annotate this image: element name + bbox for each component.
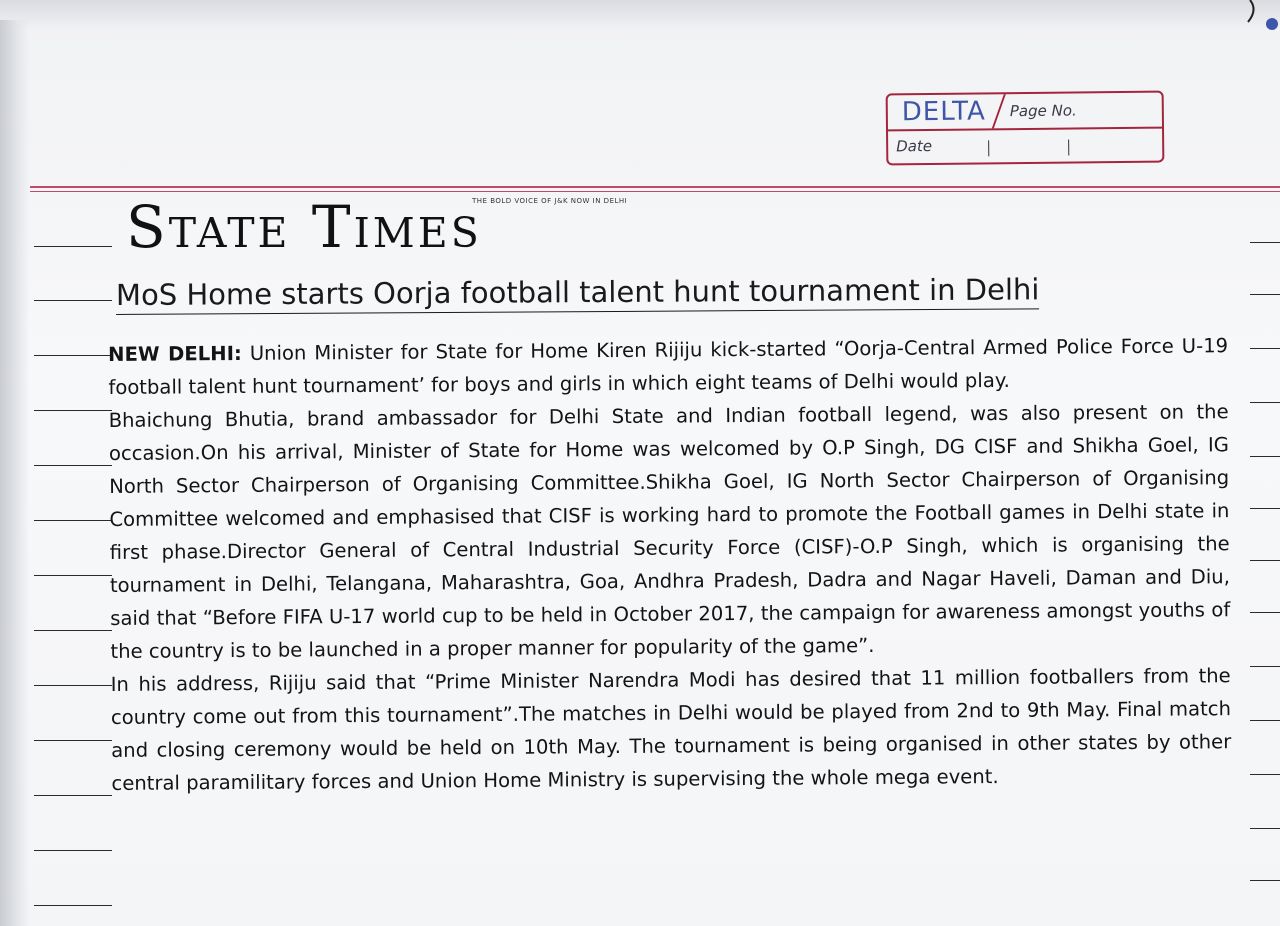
article-paragraph: In his address, Rijiju said that “Prime Minister Narendra Modi has desired that 11 million footballers from the country come out from this tournament”.The matches in Delhi would be played from 2nd to 9th May. Final match and closing ceremony would be held on 10th May. The tournament is being organised in other states by other central paramilitary forces and Union Home Ministry is supervising the whole mega event. <box>110 664 1232 795</box>
ruled-line <box>1250 242 1280 243</box>
page-no-label: Page No. <box>1009 101 1077 121</box>
ruled-line <box>1250 348 1280 349</box>
ruled-line <box>1250 666 1280 667</box>
newspaper-clipping <box>96 192 1236 926</box>
ruled-line <box>1250 720 1280 721</box>
notebook-brand: DELTA <box>901 96 986 128</box>
date-separator <box>1068 140 1069 156</box>
ruled-line <box>1250 880 1280 881</box>
date-label: Date <box>896 136 933 156</box>
ruled-line <box>1250 828 1280 829</box>
notebook-binding-edge <box>0 20 30 926</box>
article-paragraph-text: Union Minister for State for Home Kiren Rijiju kick-started “Oorja-Central Armed Police Force U-19 football talent hunt tournament’ for boys and girls in which eight teams of Delhi would play. <box>108 334 1229 399</box>
box-slash <box>992 94 1006 128</box>
article-body <box>108 329 1232 800</box>
pen-mark-icon <box>1240 0 1280 34</box>
ruled-line <box>1250 402 1280 403</box>
masthead-tagline: THE BOLD VOICE OF J&K NOW IN DELHI <box>472 197 628 205</box>
margin-line-top <box>30 186 1280 188</box>
ruled-line <box>1250 508 1280 509</box>
ruled-line <box>1250 456 1280 457</box>
newspaper-masthead: State Times <box>126 193 482 261</box>
box-divider <box>888 127 1162 132</box>
page-top-shadow <box>0 0 1280 30</box>
article-dateline: NEW DELHI: <box>108 341 242 366</box>
article-headline: MoS Home starts Oorja football talent hunt tournament in Delhi <box>116 270 1040 315</box>
ruled-line <box>1250 612 1280 613</box>
article-paragraph <box>108 329 1228 404</box>
ruled-line <box>1250 774 1280 775</box>
date-separator <box>988 140 989 156</box>
article-paragraph: Bhaichung Bhutia, brand ambassador for Delhi State and Indian football legend, was also present on the occasion.On his arrival, Minister of State for Home was welcomed by O.P Singh, DG CISF and Shikha Goel, IG North Sector Chairperson of Organising Committee.Shikha Goel, IG North Sector Chairperson of Organising Committee welcomed and emphasised that CISF is working hard to promote the Football games in Delhi state in first phase.Director General of Central Industrial Security Force (CISF)-O.P Singh, which is organising the tournament in Delhi, Telangana, Maharashtra, Goa, Andhra Pradesh, Dadra and Nagar Haveli, Daman and Diu, said that “Before FIFA U-17 world cup to be held in October 2017, the campaign for awareness amongst youths of the country is to be launched in a proper manner for popularity of the game”. <box>108 400 1231 663</box>
ruled-line <box>1250 294 1280 295</box>
page-number-date-box <box>886 91 1165 166</box>
ruled-line <box>1250 560 1280 561</box>
